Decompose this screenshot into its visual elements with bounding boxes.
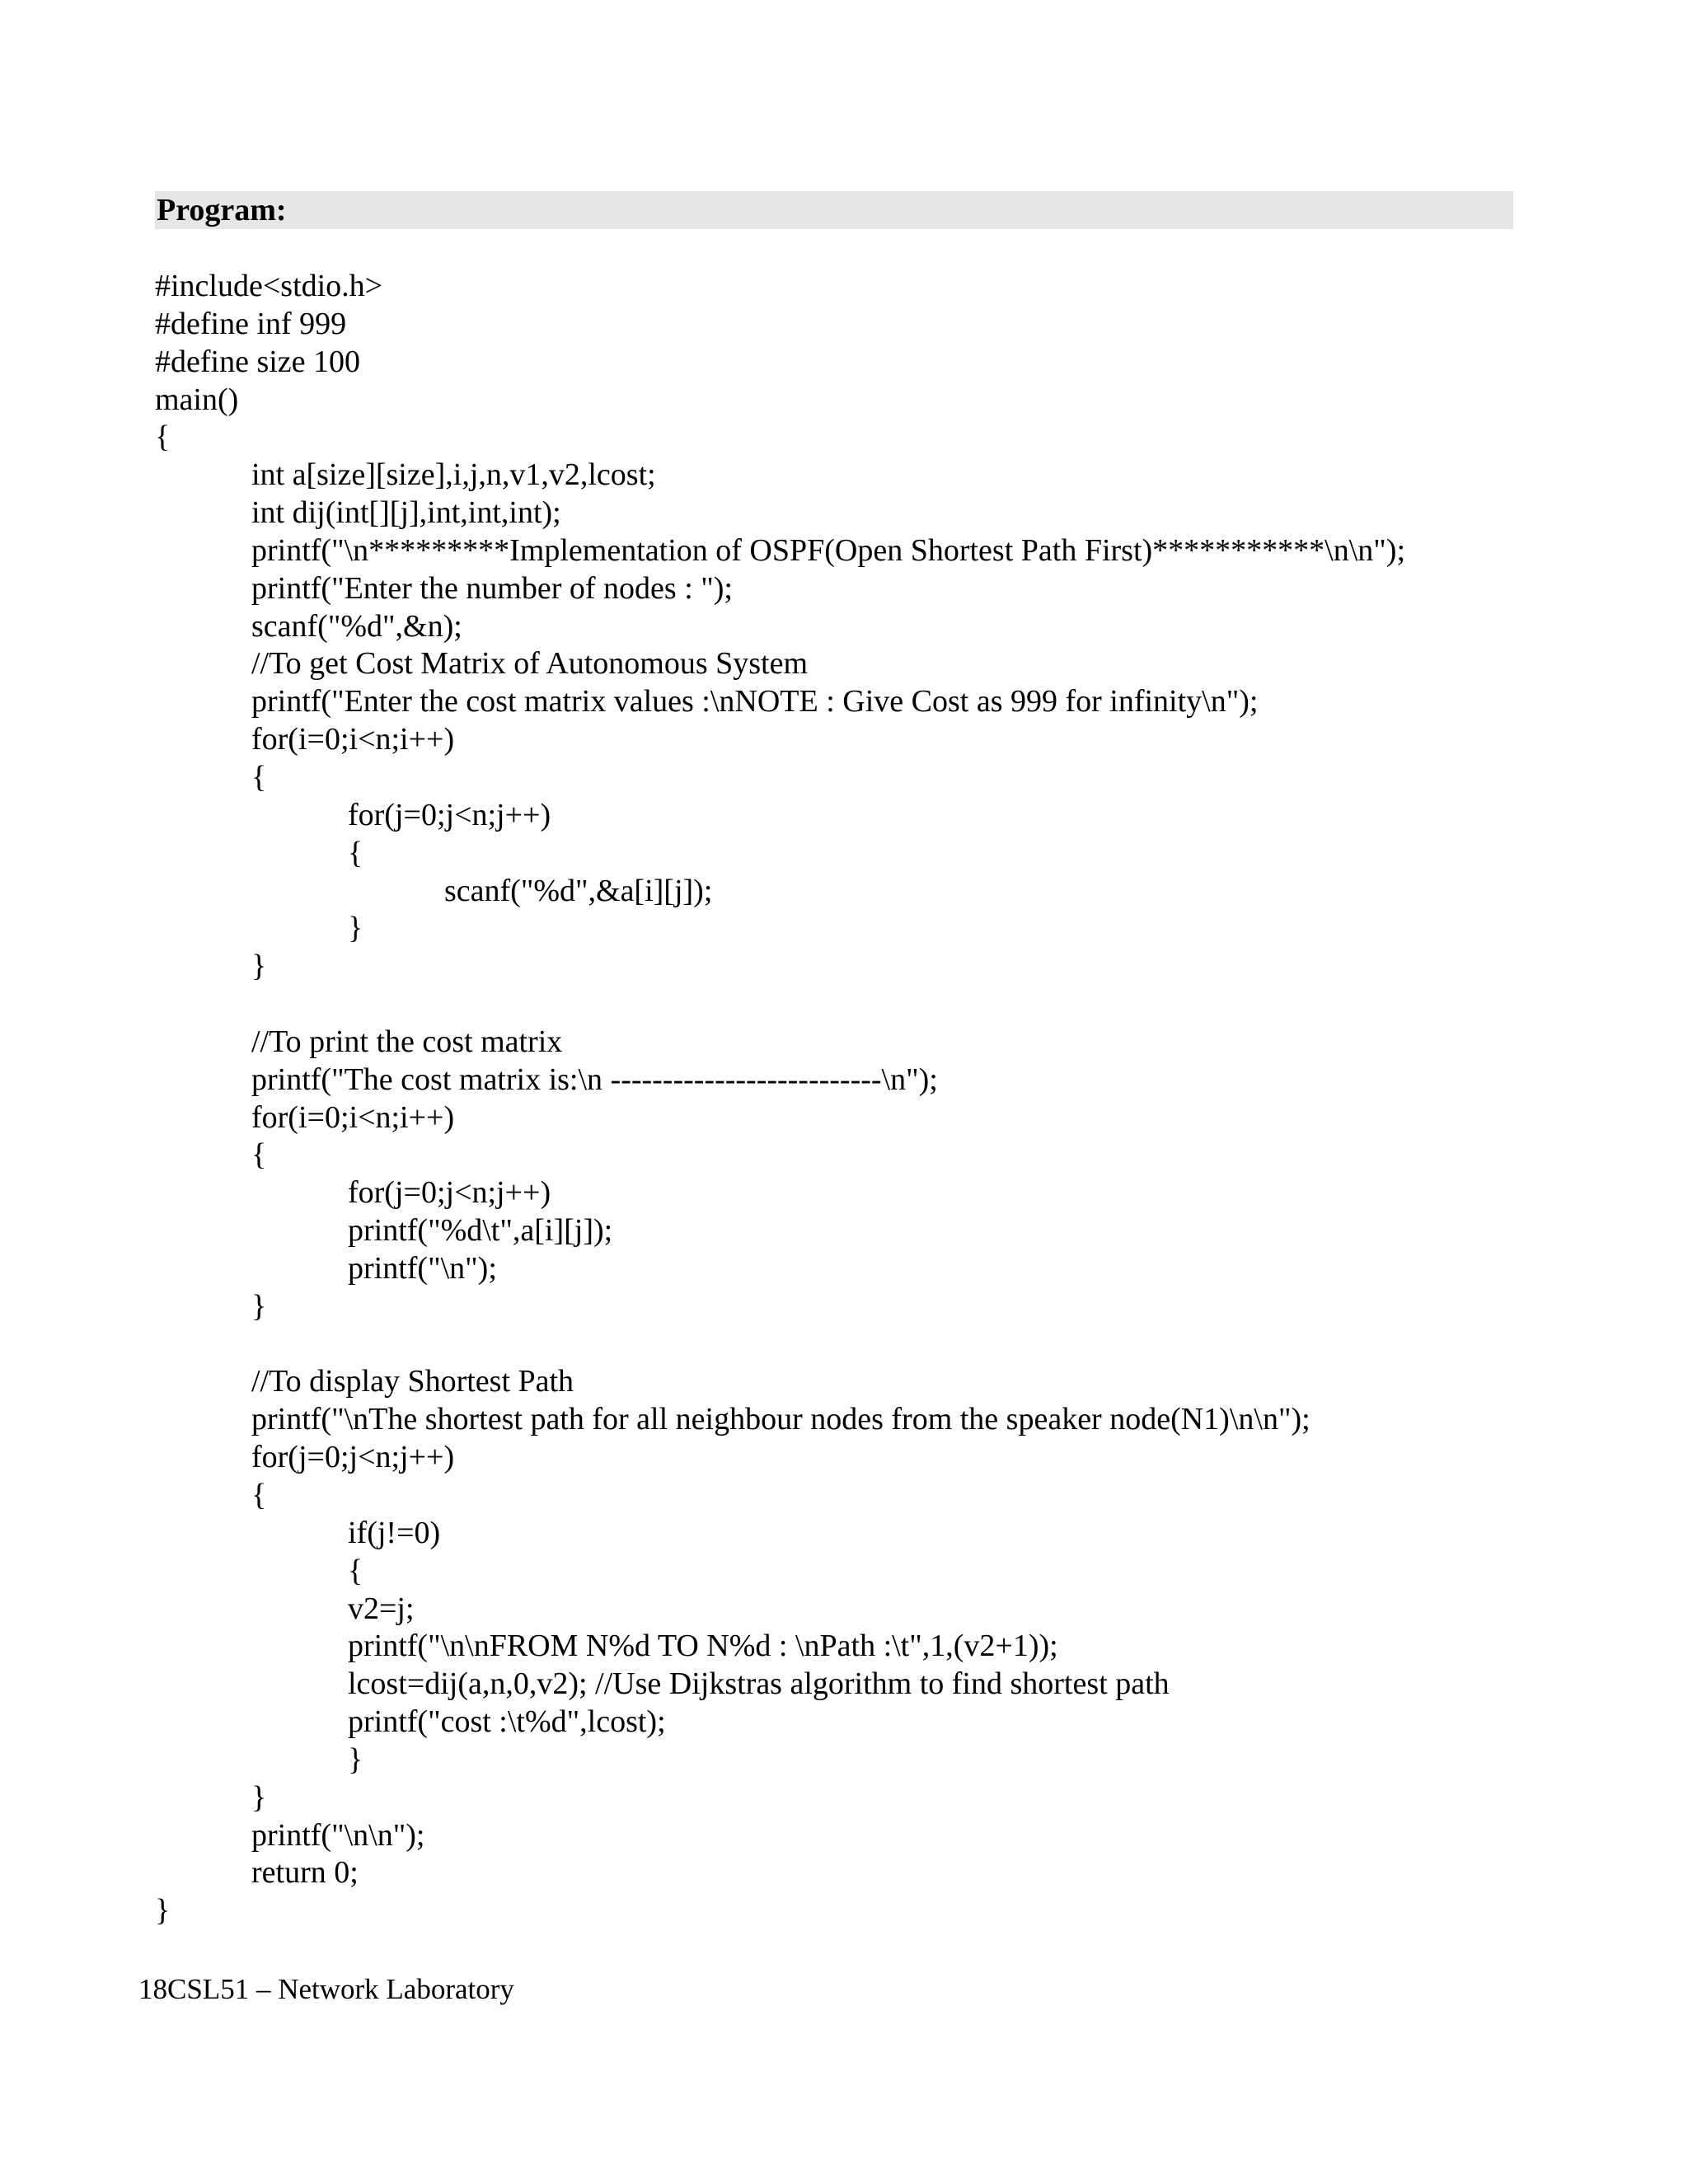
code-line: for(j=0;j<n;j++) bbox=[348, 1175, 551, 1211]
code-line: } bbox=[155, 1893, 171, 1929]
code-line: v2=j; bbox=[348, 1591, 415, 1626]
code-line: printf("The cost matrix is:\n --------------------------\n"); bbox=[251, 1062, 938, 1097]
code-line: scanf("%d",&a[i][j]); bbox=[444, 873, 713, 908]
code-line: } bbox=[251, 1288, 267, 1324]
code-line: int a[size][size],i,j,n,v1,v2,lcost; bbox=[251, 457, 656, 493]
code-line: { bbox=[348, 835, 363, 870]
code-line: for(i=0;i<n;i++) bbox=[251, 722, 455, 757]
code-line: printf("cost :\t%d",lcost); bbox=[348, 1704, 666, 1740]
code-line: scanf("%d",&n); bbox=[251, 608, 462, 644]
code-line: //To display Shortest Path bbox=[251, 1364, 574, 1399]
code-line: printf("\nThe shortest path for all neighbour nodes from the speaker node(N1)\n\n"); bbox=[251, 1402, 1311, 1437]
code-line: { bbox=[155, 419, 171, 455]
code-line: printf("\n\n"); bbox=[251, 1817, 425, 1853]
code-line bbox=[155, 986, 1556, 1024]
code-line: //To get Cost Matrix of Autonomous System bbox=[251, 646, 809, 682]
code-line: int dij(int[][j],int,int,int); bbox=[251, 495, 561, 531]
code-line: printf("\n"); bbox=[348, 1250, 497, 1286]
code-line: } bbox=[251, 949, 267, 984]
code-line: //To print the cost matrix bbox=[251, 1024, 563, 1059]
code-line: printf("%d\t",a[i][j]); bbox=[348, 1213, 613, 1249]
code-line: } bbox=[251, 1779, 267, 1815]
code-line: main() bbox=[155, 382, 239, 417]
code-line: #include<stdio.h> bbox=[155, 269, 383, 303]
code-line: #define size 100 bbox=[155, 344, 361, 379]
code-line: lcost=dij(a,n,0,v2); //Use Dijkstras algorithm to find shortest path bbox=[348, 1666, 1170, 1702]
code-line: } bbox=[348, 1741, 363, 1777]
code-line: printf("\n\nFROM N%d TO N%d : \nPath :\t",1,(v2+1)); bbox=[348, 1629, 1058, 1664]
code-listing bbox=[155, 268, 1556, 1930]
code-line: } bbox=[348, 911, 363, 946]
code-line: { bbox=[251, 1137, 267, 1173]
page-heading: Program: bbox=[157, 193, 287, 227]
code-line: { bbox=[348, 1553, 363, 1588]
heading-bar bbox=[155, 191, 1513, 229]
code-line: for(j=0;j<n;j++) bbox=[251, 1440, 455, 1475]
page-footer: 18CSL51 – Network Laboratory bbox=[138, 1973, 514, 2005]
code-line: for(i=0;i<n;i++) bbox=[251, 1099, 455, 1135]
code-line bbox=[155, 1326, 1556, 1364]
code-line: { bbox=[251, 1478, 267, 1512]
code-line: for(j=0;j<n;j++) bbox=[348, 797, 551, 832]
code-line: #define inf 999 bbox=[155, 306, 347, 341]
code-line: return 0; bbox=[251, 1855, 359, 1891]
code-line: printf("Enter the cost matrix values :\nNOTE : Give Cost as 999 for infinity\n"); bbox=[251, 684, 1259, 719]
code-line: if(j!=0) bbox=[348, 1515, 441, 1550]
code-line: printf("\n*********Implementation of OSPF(Open Shortest Path First)***********\n\n"); bbox=[251, 532, 1406, 568]
code-line: { bbox=[251, 759, 267, 794]
code-line: printf("Enter the number of nodes : "); bbox=[251, 570, 733, 606]
